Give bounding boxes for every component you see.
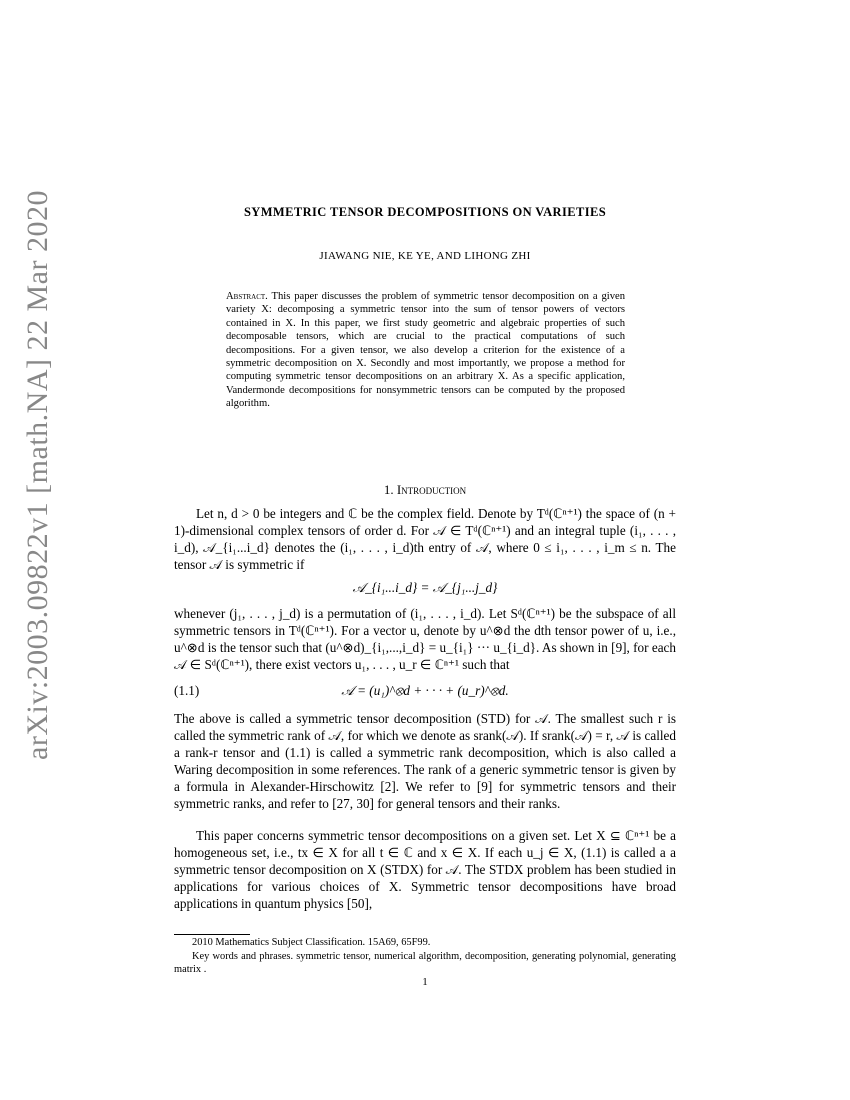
section-title: Introduction <box>396 482 467 497</box>
equation-decomposition: 𝒜 = (u₁)^⊗d + · · · + (u_r)^⊗d. <box>341 683 509 698</box>
paragraph-4: This paper concerns symmetric tensor decompositions on a given set. Let X ⊆ ℂⁿ⁺¹ be a homogeneous set, i.e., tx ∈ X for all t ∈ ℂ and x ∈ X. If each u_j ∈ X, (1.1) is called a a symmetric tensor decomposition on X (STDX) for 𝒜. The STDX problem has been studied in applications for various choices of X. Symmetric tensor decompositions have broad applications in quantum physics [50], <box>174 828 676 911</box>
section-number: 1. <box>383 482 394 497</box>
footnote-rule <box>174 934 250 935</box>
page-number: 1 <box>422 976 428 988</box>
paragraph-2: whenever (j₁, . . . , j_d) is a permutation of (i₁, . . . , i_d). Let Sᵈ(ℂⁿ⁺¹) be the subspace of all symmetric tensors in Tᵈ(ℂⁿ⁺¹). For a vector u, denote by u^⊗d the dth tensor power of u, i.e., u^⊗d is the tensor such that (u^⊗d)_{i₁,...,i_d} = u_{i₁} ··· u_{i_d}. As shown in [9], for each 𝒜 ∈ Sᵈ(ℂⁿ⁺¹), there exist vectors u₁, . . . , u_r ∈ ℂⁿ⁺¹ such that <box>174 606 676 672</box>
paragraph-3: The above is called a symmetric tensor decomposition (STD) for 𝒜. The smallest such r is called the symmetric rank of 𝒜, for which we denote as srank(𝒜). If srank(𝒜) = r, 𝒜 is called a rank-r tensor and (1.1) is called a symmetric rank decomposition, which is also called a Waring decomposition in some references. The rank of a generic symmetric tensor is given by a formula in Alexander-Hirschowitz [2]. We refer to [9] for symmetric tensors and their symmetric ranks, and refer to [27, 30] for general tensors and their ranks. <box>174 711 676 811</box>
abstract-text: This paper discusses the problem of symmetric tensor decomposition on a given variety X: decomposing a symmetric tensor into the sum of tensor powers of vectors contained in X. In this paper, we first study geometric and algebraic properties of such decomposable tensors, which are crucial to the practical computations of such decompositions. For a given tensor, we also develop a criterion for the existence of a symmetric decomposition on X. Secondly and most importantly, we propose a method for computing symmetric tensor decompositions on an arbitrary X. As a specific application, Vandermonde decompositions for nonsymmetric tensors can be computed by the proposed algorithm. <box>226 291 625 410</box>
paper-authors: JIAWANG NIE, KE YE, AND LIHONG ZHI <box>319 250 531 262</box>
section-heading <box>174 482 676 498</box>
footnotes <box>174 936 676 977</box>
arxiv-sidebar <box>8 190 68 760</box>
footnote-keywords: Key words and phrases. symmetric tensor, numerical algorithm, decomposition, generating polynomial, generating matrix . <box>174 950 676 975</box>
paper-title: SYMMETRIC TENSOR DECOMPOSITIONS ON VARIETIES <box>243 205 607 219</box>
paragraph-1: Let n, d > 0 be integers and ℂ be the complex field. Denote by Tᵈ(ℂⁿ⁺¹) the space of (n + 1)-dimensional complex tensors of order d. For 𝒜 ∈ Tᵈ(ℂⁿ⁺¹) and an integral tuple (i₁, . . . , i_d), 𝒜_{i₁...i_d} denotes the (i₁, . . . , i_d)th entry of 𝒜, where 0 ≤ i₁, . . . , i_m ≤ n. The tensor 𝒜 is symmetric if <box>174 506 676 572</box>
footnote-msc: 2010 Mathematics Subject Classification. 15A69, 65F99. <box>192 937 431 948</box>
abstract-heading: Abstract. <box>226 291 268 302</box>
equation-symmetric: 𝒜_{i₁...i_d} = 𝒜_{j₁...j_d} <box>352 580 498 595</box>
arxiv-identifier: arXiv:2003.09822v1 [math.NA] 22 Mar 2020 <box>21 190 54 760</box>
equation-label: (1.1) <box>174 683 200 698</box>
abstract <box>226 290 625 411</box>
